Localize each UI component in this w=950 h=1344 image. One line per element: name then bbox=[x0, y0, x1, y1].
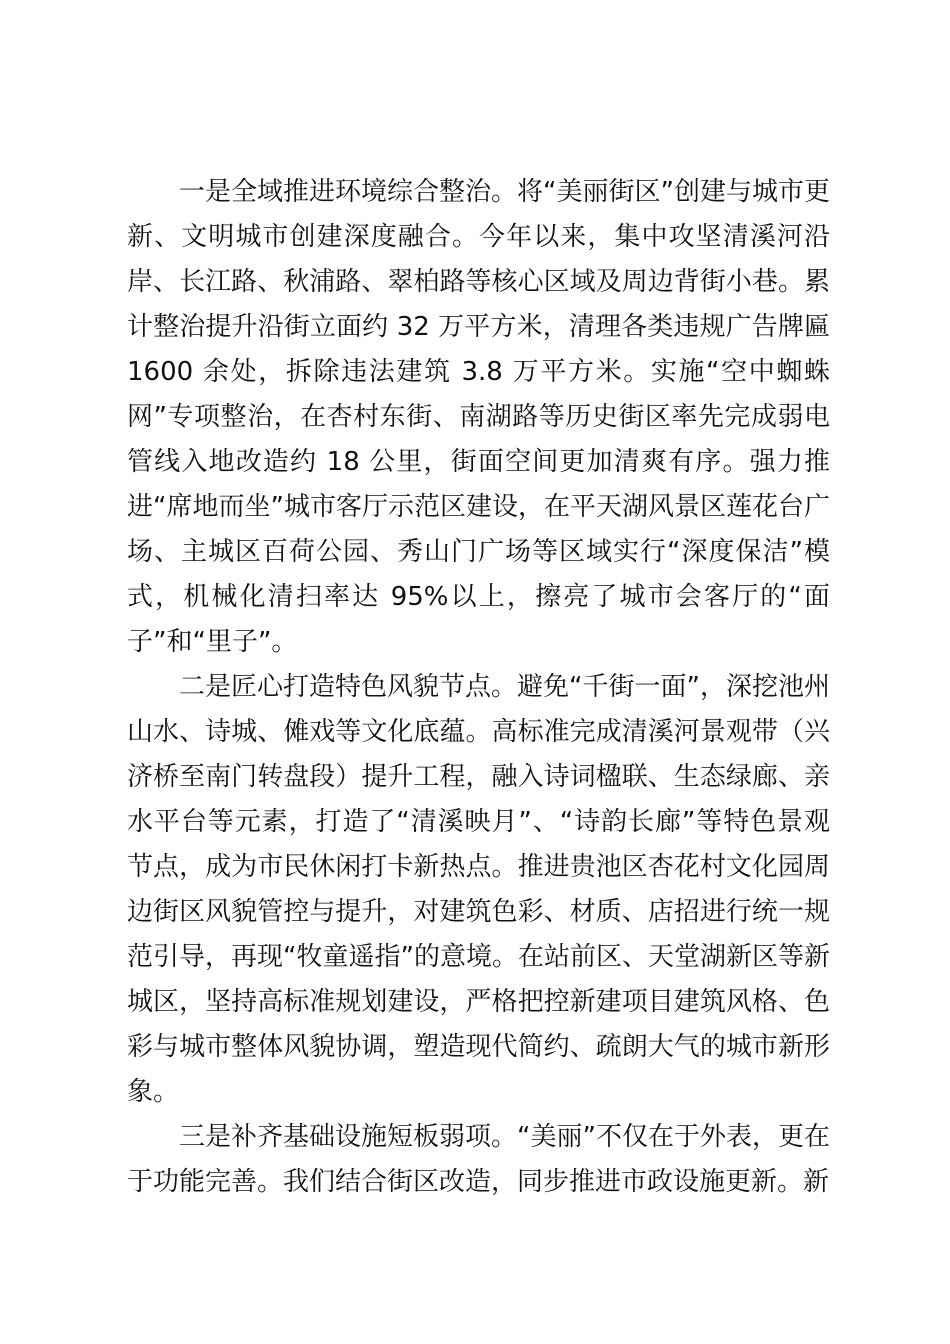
paragraph-environment-governance: 一是全域推进环境综合整治。将“美丽街区”创建与城市更新、文明城市创建深度融合。今年以来，集中攻坚清溪河沿岸、长江路、秋浦路、翠柏路等核心区域及周边背街小巷。累计整治提升沿街立面约 32 万平方米，清理各类违规广告牌匾 1600 余处，拆除违法建筑 3.8 万平方米。实施“空中蜘蛛网”专项整治，在杏村东街、南湖路等历史街区率先完成弱电管线入地改造约 18 公里，街面空间更加清爽有序。强力推进“席地而坐”城市客厅示范区建设，在平天湖风景区莲花台广场、主城区百荷公园、秀山门广场等区域实行“深度保洁”模式，机械化清扫率达 95%以上，擦亮了城市会客厅的“面子”和“里子”。 bbox=[127, 177, 830, 657]
paragraph-feature-nodes: 二是匠心打造特色风貌节点。避免“千街一面”，深挖池州山水、诗城、傩戏等文化底蕴。高标准完成清溪河景观带（兴济桥至南门转盘段）提升工程，融入诗词楹联、生态绿廊、亲水平台等元素，打造了“清溪映月”、“诗韵长廊”等特色景观节点，成为市民休闲打卡新热点。推进贵池区杏花村文化园周边街区风貌管控与提升，对建筑色彩、材质、店招进行统一规范引导，再现“牧童遥指”的意境。在站前区、天堂湖新区等新城区，坚持高标准规划建设，严格把控新建项目建筑风格、色彩与城市整体风貌协调，塑造现代简约、疏朗大气的城市新形象。 bbox=[127, 672, 830, 1107]
paragraph-infrastructure: 三是补齐基础设施短板弱项。“美丽”不仅在于外表，更在于功能完善。我们结合街区改造，同步推进市政设施更新。新 bbox=[127, 1122, 830, 1197]
document-body bbox=[127, 170, 830, 1205]
